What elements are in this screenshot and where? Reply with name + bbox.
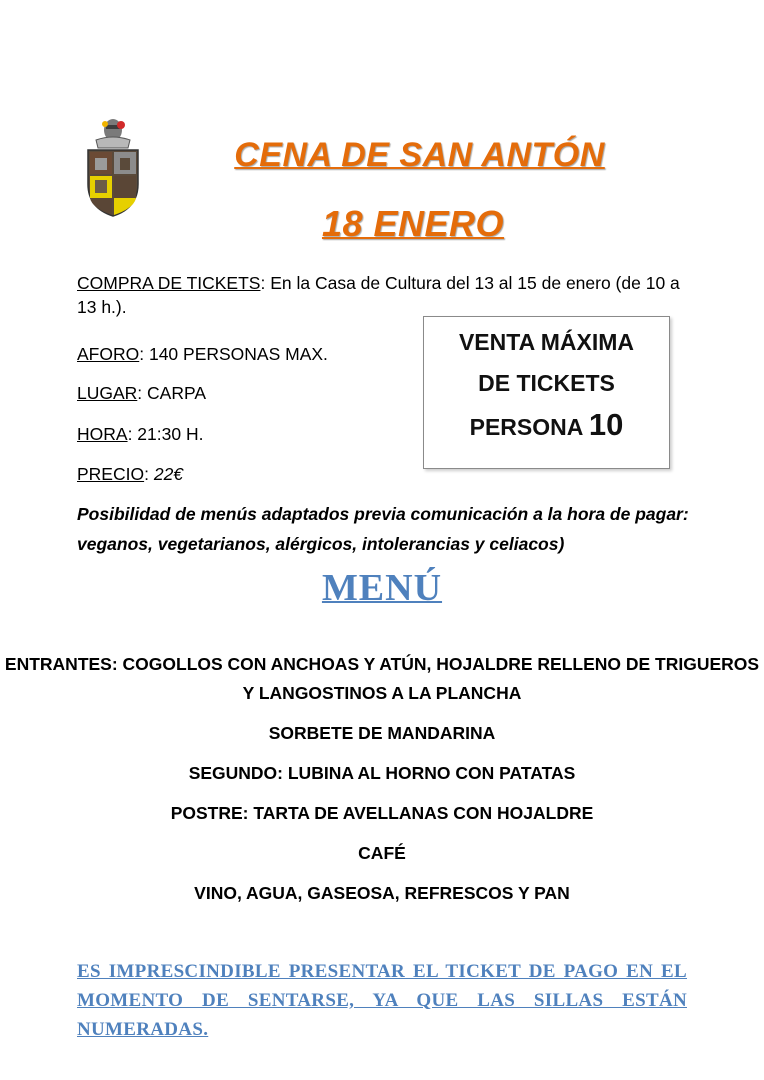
menu-heading: MENÚ bbox=[321, 567, 443, 609]
menu-starters: ENTRANTES: COGOLLOS CON ANCHOAS Y ATÚN, HOJALDRE RELLENO DE TRIGUEROS Y LANGOSTINOS A LA PLANCHA bbox=[4, 654, 760, 703]
price-info bbox=[77, 462, 183, 486]
menu-dessert: POSTRE: TARTA DE AVELLANAS CON HOJALDRE bbox=[170, 803, 594, 823]
capacity-info bbox=[77, 342, 328, 366]
seating-notice: ES IMPRESCINDIBLE PRESENTAR EL TICKET DE PAGO EN EL MOMENTO DE SENTARSE, YA QUE LAS SILLAS ESTÁN NUMERADAS. bbox=[77, 961, 687, 1040]
box-number: 10 bbox=[588, 407, 624, 442]
box-line-3 bbox=[424, 404, 669, 448]
max-tickets-box bbox=[423, 316, 670, 469]
menu-coffee: CAFÉ bbox=[358, 843, 406, 863]
box-line-3-text: PERSONA bbox=[469, 414, 589, 440]
menu-drinks: VINO, AGUA, GASEOSA, REFRESCOS Y PAN bbox=[194, 883, 570, 903]
dietary-note: Posibilidad de menús adaptados previa comunicación a la hora de pagar: veganos, vegetarianos, alérgicos, intolerancias y celiacos) bbox=[77, 504, 689, 554]
time-label: HORA bbox=[77, 424, 128, 444]
event-date: 18 ENERO bbox=[321, 203, 505, 244]
price-label: PRECIO bbox=[77, 464, 145, 484]
time-text: : 21:30 H. bbox=[127, 424, 204, 444]
place-info bbox=[77, 381, 206, 405]
tickets-text: : En la Casa de Cultura del 13 al 15 de enero (de 10 a 13 h.). bbox=[77, 273, 680, 317]
event-title: CENA DE SAN ANTÓN bbox=[234, 136, 605, 174]
time-info bbox=[77, 422, 203, 446]
tickets-info bbox=[77, 271, 697, 319]
box-line-1: VENTA MÁXIMA bbox=[458, 329, 635, 355]
capacity-label: AFORO bbox=[77, 344, 140, 364]
place-text: : CARPA bbox=[137, 383, 207, 403]
price-sep: : bbox=[144, 464, 154, 484]
menu-sorbet: SORBETE DE MANDARINA bbox=[268, 723, 496, 743]
box-line-2: DE TICKETS bbox=[478, 370, 615, 396]
menu-main-course: SEGUNDO: LUBINA AL HORNO CON PATATAS bbox=[188, 763, 576, 783]
price-value: 22€ bbox=[153, 464, 184, 484]
tickets-label: COMPRA DE TICKETS bbox=[77, 273, 261, 293]
capacity-text: : 140 PERSONAS MAX. bbox=[139, 344, 328, 364]
place-label: LUGAR bbox=[77, 383, 138, 403]
